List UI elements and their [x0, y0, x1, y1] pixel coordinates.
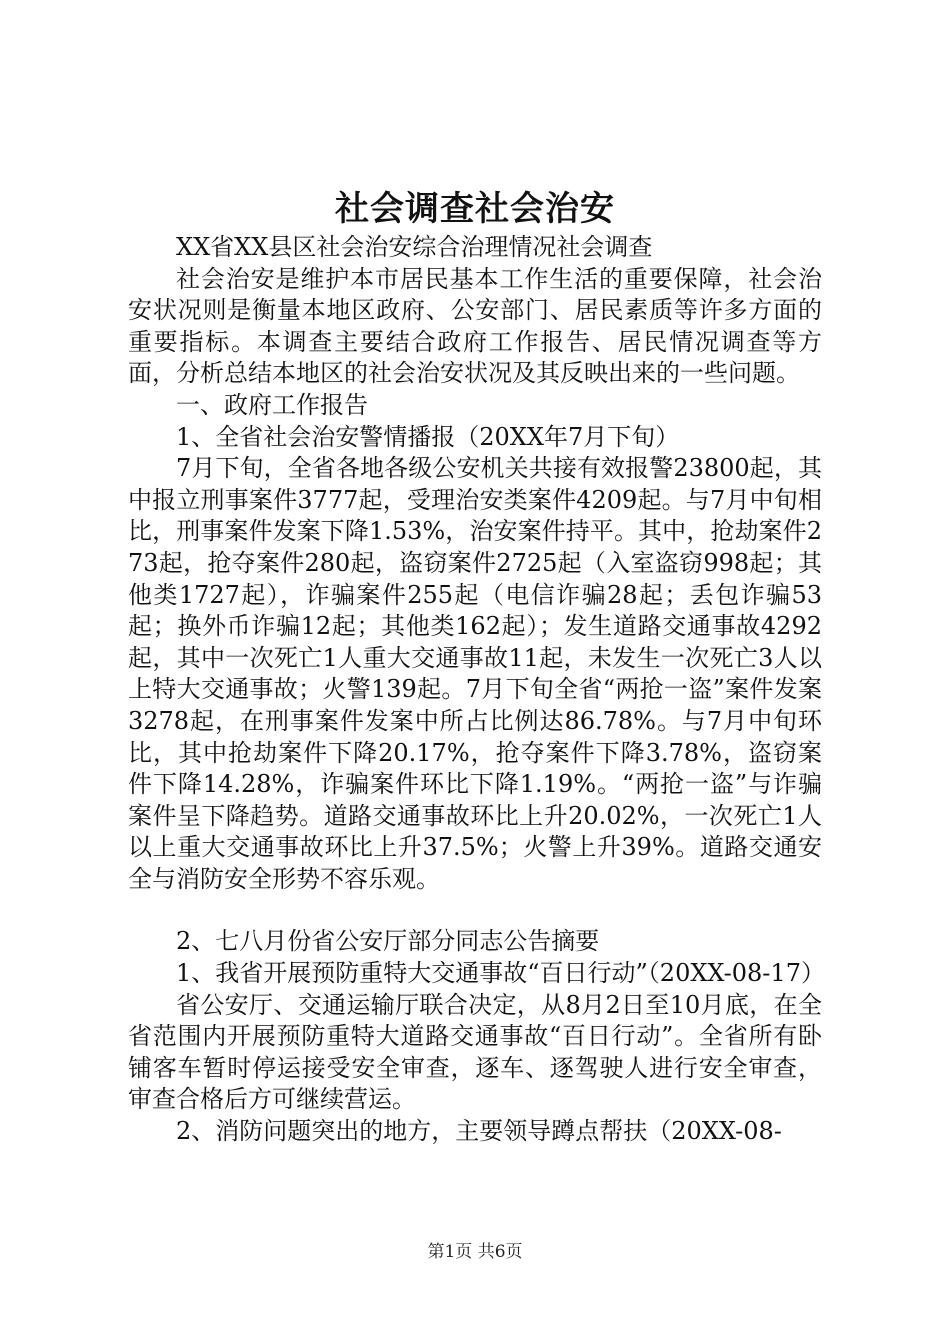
paragraph-intro: 社会治安是维护本市居民基本工作生活的重要保障，社会治安状况则是衡量本地区政府、公安部门、居民素质等许多方面的重要指标。本调查主要结合政府工作报告、居民情况调查等方面，分析总结本地区的社会治安状况及其反映出来的一些问题。 [128, 264, 822, 388]
section-heading-1: 一、政府工作报告 [176, 390, 368, 419]
paragraph-subtitle: XX省XX县区社会治安综合治理情况社会调查 [176, 233, 653, 261]
subsection-heading-2: 2、七八月份省公安厅部分同志公告摘要 [176, 927, 600, 956]
notice-heading-2: 2、消防问题突出的地方，主要领导蹲点帮扶（20XX-08- [176, 1117, 782, 1146]
paragraph-police-report: 7月下旬，全省各地各级公安机关共接有效报警23800起，其中报立刑事案件3777起，受理治安类案件4209起。与7月中旬相比，刑事案件发案下降1.53%，治安案件持平。其中，抢劫案件273起，抢夺案件280起，盗窃案件2725起（入室盗窃998起；其他类1727起），诈骗案件255起（电信诈骗28起；丢包诈骗53起；换外币诈骗12起；其他类162起）；发生道路交通事故4292起，其中一次死亡1人重大交通事故11起，未发生一次死亡3人以上特大交通事故；火警139起。7月下旬全省“两抢一盗”案件发案3278起，在刑事案件发案中所占比例达86.78%。与7月中旬环比，其中抢劫案件下降20.17%，抢夺案件下降3.78%，盗窃案件下降14.28%，诈骗案件环比下降1.19%。“两抢一盗”与诈骗案件呈下降趋势。道路交通事故环比上升20.02%，一次死亡1人以上重大交通事故环比上升37.5%；火警上升39%。道路交通安全与消防安全形势不容乐观。 [128, 454, 822, 893]
paragraph-notice-1: 省公安厅、交通运输厅联合决定，从8月2日至10月底，在全省范围内开展预防重特大道路交通事故“百日行动”。全省所有卧铺客车暂时停运接受安全审查，逐车、逐驾驶人进行安全审查，审查合格后方可继续营运。 [128, 990, 822, 1114]
subsection-heading-1: 1、全省社会治安警情播报（20XX年7月下旬） [176, 422, 680, 451]
page-footer: 第1页 共6页 [427, 1242, 523, 1262]
document-title: 社会调查社会治安 [335, 189, 615, 229]
document-body [128, 232, 825, 1148]
notice-heading-1: 1、我省开展预防重特大交通事故“百日行动”（20XX-08-17） [176, 959, 825, 988]
